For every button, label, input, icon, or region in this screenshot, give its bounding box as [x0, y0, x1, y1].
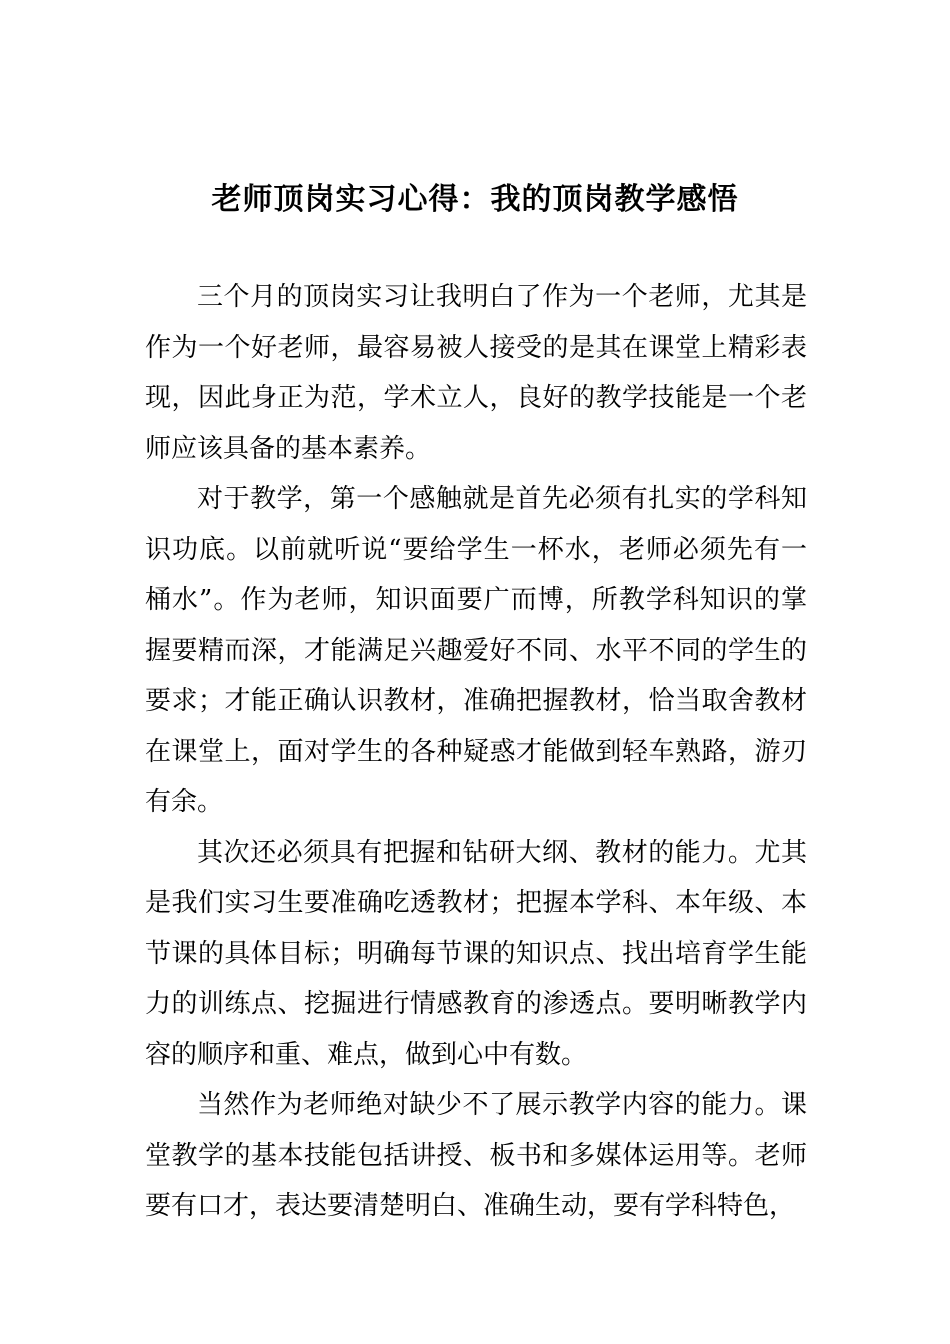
document-title: 老师顶岗实习心得：我的顶岗教学感悟: [211, 182, 739, 217]
paragraph: 其次还必须具有把握和钻研大纲、教材的能力。尤其是我们实习生要准确吃透教材；把握本学科、本年级、本节课的具体目标；明确每节课的知识点、找出培育学生能力的训练点、挖掘进行情感教育的渗透点。要明晰教学内容的顺序和重、难点，做到心中有数。: [145, 837, 807, 1070]
paragraph: 对于教学，第一个感触就是首先必须有扎实的学科知识功底。以前就听说“要给学生一杯水，老师必须先有一桶水”。作为老师，知识面要广而博，所教学科知识的掌握要精而深，才能满足兴趣爱好不同、水平不同的学生的要求；才能正确认识教材，准确把握教材，恰当取舍教材在课堂上，面对学生的各种疑惑才能做到轻车熟路，游刃有余。: [145, 484, 807, 817]
paragraph: 当然作为老师绝对缺少不了展示教学内容的能力。课堂教学的基本技能包括讲授、板书和多媒体运用等。老师要有口才，表达要清楚明白、准确生动，要有学科特色，: [145, 1090, 807, 1221]
paragraph: 三个月的顶岗实习让我明白了作为一个老师，尤其是作为一个好老师，最容易被人接受的是其在课堂上精彩表现，因此身正为范，学术立人，良好的教学技能是一个老师应该具备的基本素养。: [145, 282, 807, 464]
document-body: [145, 272, 807, 1232]
